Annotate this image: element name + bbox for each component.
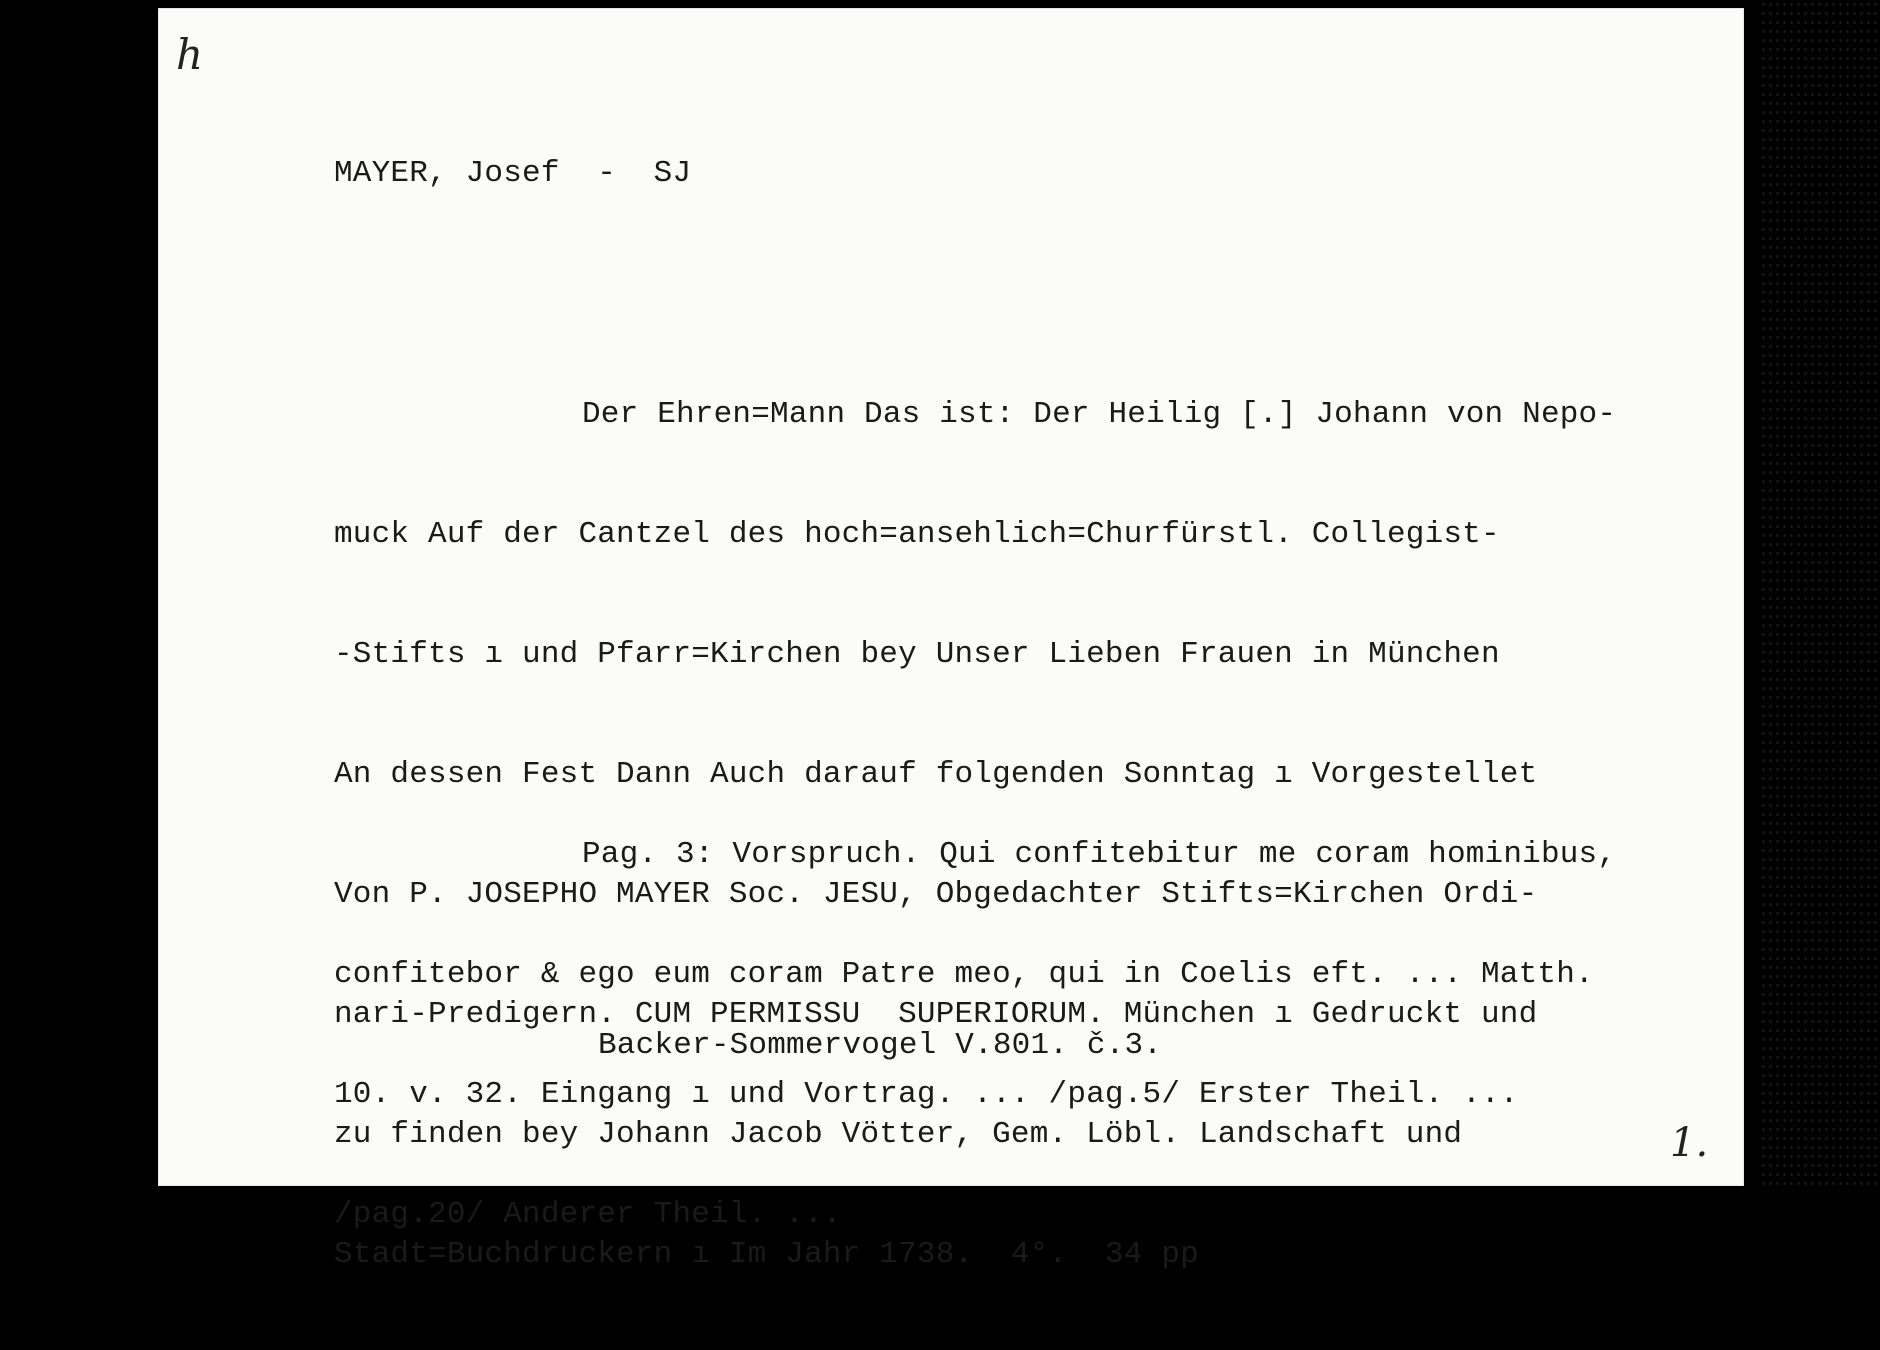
- content-line: Pag. 3: Vorspruch. Qui confitebitur me coram hominibus,: [582, 837, 1617, 872]
- corner-handwritten-mark: h: [176, 30, 204, 79]
- title-line: zu finden bey Johann Jacob Vötter, Gem. Löbl. Landschaft und: [334, 1117, 1463, 1152]
- title-line: nari-Predigern. CUM PERMISSU SUPERIORUM. München ı Gedruckt und: [334, 997, 1538, 1032]
- title-line: -Stifts ı und Pfarr=Kirchen bey Unser Lieben Frauen in München: [334, 637, 1500, 672]
- content-line: 10. v. 32. Eingang ı und Vortrag. ... /pag.5/ Erster Theil. ...: [334, 1077, 1519, 1112]
- content-line: confitebor & ego eum coram Patre meo, qui in Coelis eft. ... Matth.: [334, 957, 1594, 992]
- page-number: 1.: [1670, 1120, 1709, 1166]
- content-line: /pag.20/ Anderer Theil. ...: [334, 1197, 842, 1232]
- title-line: Von P. JOSEPHO MAYER Soc. JESU, Obgedachter Stifts=Kirchen Ordi-: [334, 877, 1538, 912]
- title-line: muck Auf der Cantzel des hoch=ansehlich=Churfürstl. Collegist-: [334, 517, 1500, 552]
- scan-edge-noise: [1760, 0, 1880, 1186]
- catalog-card: [158, 8, 1744, 1272]
- bibliographic-reference: Backer-Sommervogel V.801. č.3.: [598, 1028, 1163, 1063]
- card-heading: MAYER, Josef - SJ: [334, 156, 692, 191]
- title-line: Der Ehren=Mann Das ist: Der Heilig [.] Johann von Nepo-: [582, 397, 1617, 432]
- title-line: An dessen Fest Dann Auch darauf folgenden Sonntag ı Vorgestellet: [334, 757, 1538, 792]
- title-line: Stadt=Buchdruckern ı Im Jahr 1738. 4°. 34 pp: [334, 1237, 1199, 1272]
